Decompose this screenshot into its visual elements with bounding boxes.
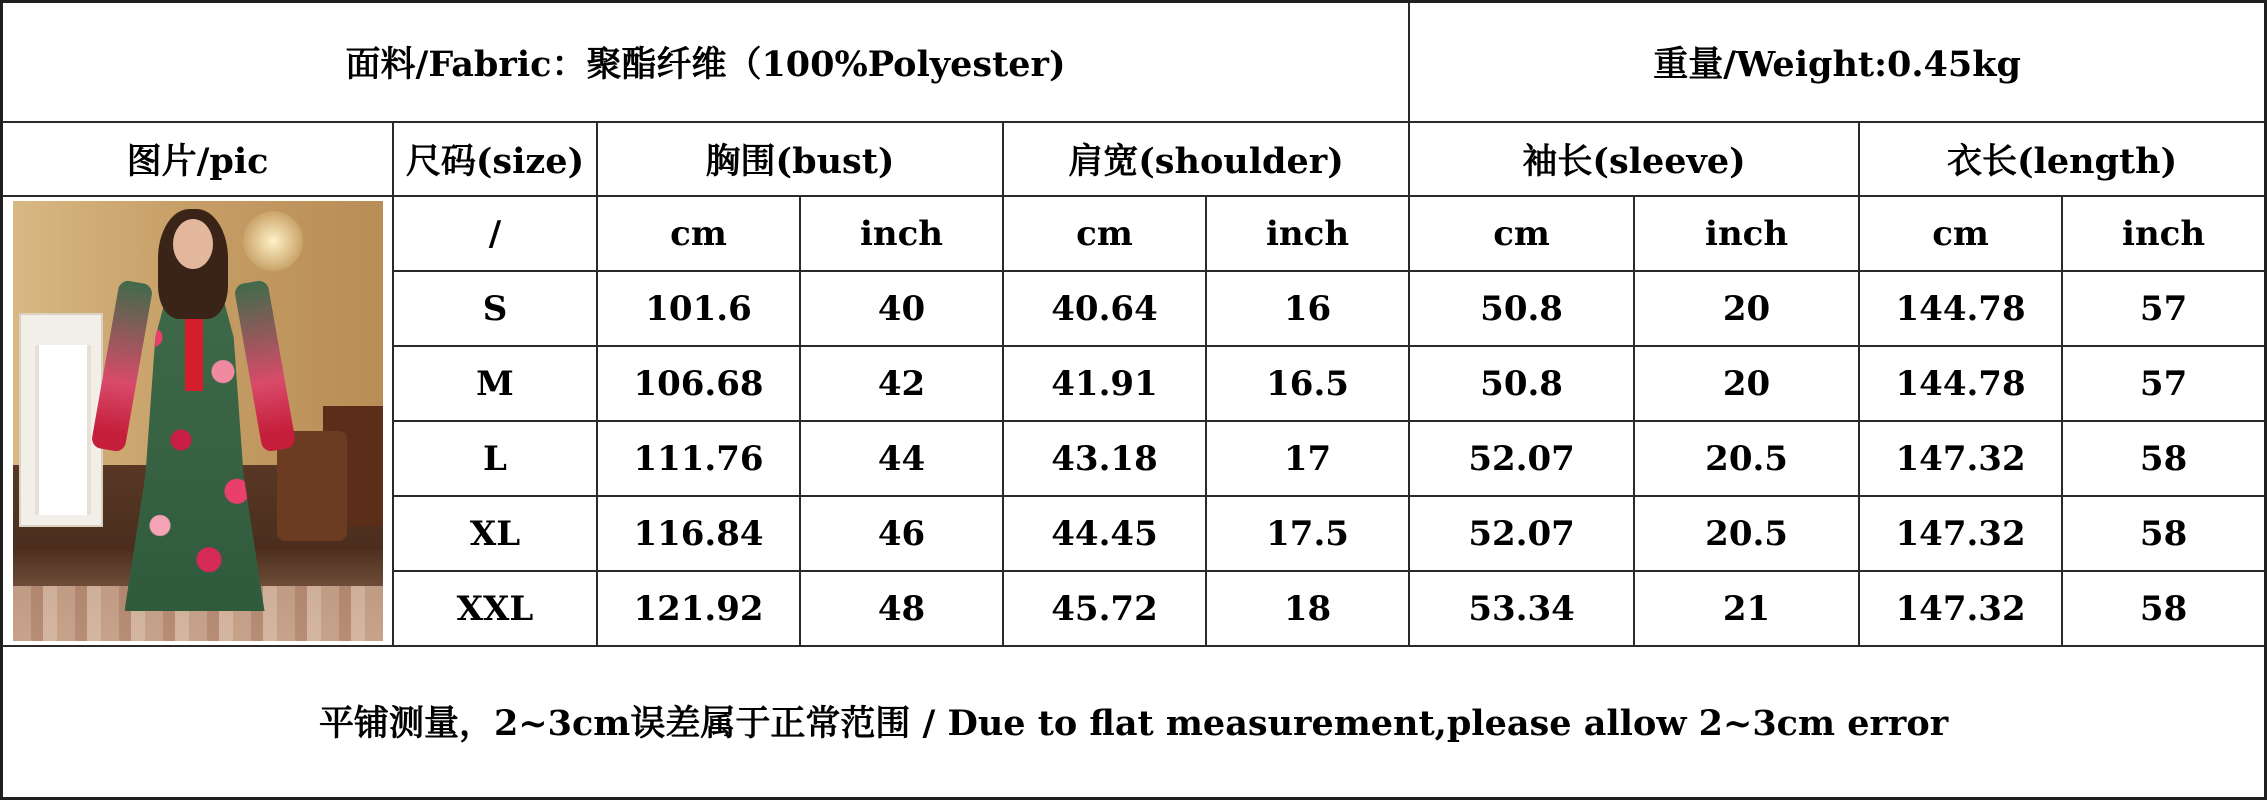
header-size: 尺码(size) — [393, 122, 597, 196]
shoulder-inch-cell: 16.5 — [1206, 346, 1409, 421]
unit-sleeve-inch: inch — [1634, 196, 1859, 271]
measurement-note: 平铺测量，2~3cm误差属于正常范围 / Due to flat measurement,please allow 2~3cm error — [3, 646, 2264, 794]
sleeve-cm-cell: 53.34 — [1409, 571, 1634, 646]
sleeve-inch-cell: 20.5 — [1634, 496, 1859, 571]
length-cm-cell: 147.32 — [1859, 496, 2062, 571]
sleeve-cm-cell: 52.07 — [1409, 496, 1634, 571]
unit-length-inch: inch — [2062, 196, 2264, 271]
header-length: 衣长(length) — [1859, 122, 2264, 196]
shoulder-cm-cell: 43.18 — [1003, 421, 1206, 496]
unit-shoulder-inch: inch — [1206, 196, 1409, 271]
header-bust: 胸围(bust) — [597, 122, 1003, 196]
shoulder-cm-cell: 41.91 — [1003, 346, 1206, 421]
shoulder-inch-cell: 17 — [1206, 421, 1409, 496]
shoulder-cm-cell: 40.64 — [1003, 271, 1206, 346]
sleeve-inch-cell: 20 — [1634, 346, 1859, 421]
size-cell: L — [393, 421, 597, 496]
bust-cm-cell: 116.84 — [597, 496, 800, 571]
sleeve-inch-cell: 20.5 — [1634, 421, 1859, 496]
size-cell: S — [393, 271, 597, 346]
shoulder-cm-cell: 44.45 — [1003, 496, 1206, 571]
length-inch-cell: 58 — [2062, 496, 2264, 571]
length-cm-cell: 147.32 — [1859, 421, 2062, 496]
length-inch-cell: 58 — [2062, 421, 2264, 496]
bust-inch-cell: 46 — [800, 496, 1003, 571]
length-cm-cell: 144.78 — [1859, 346, 2062, 421]
sleeve-cm-cell: 50.8 — [1409, 346, 1634, 421]
shoulder-cm-cell: 45.72 — [1003, 571, 1206, 646]
bust-inch-cell: 42 — [800, 346, 1003, 421]
header-pic: 图片/pic — [3, 122, 393, 196]
unit-size: / — [393, 196, 597, 271]
shoulder-inch-cell: 18 — [1206, 571, 1409, 646]
product-photo-cell — [3, 196, 393, 646]
length-inch-cell: 57 — [2062, 346, 2264, 421]
sleeve-cm-cell: 50.8 — [1409, 271, 1634, 346]
length-cm-cell: 147.32 — [1859, 571, 2062, 646]
units-row — [3, 196, 2264, 271]
shoulder-inch-cell: 16 — [1206, 271, 1409, 346]
bust-inch-cell: 48 — [800, 571, 1003, 646]
header-shoulder: 肩宽(shoulder) — [1003, 122, 1409, 196]
bust-inch-cell: 44 — [800, 421, 1003, 496]
unit-length-cm: cm — [1859, 196, 2062, 271]
bust-cm-cell: 106.68 — [597, 346, 800, 421]
bust-cm-cell: 101.6 — [597, 271, 800, 346]
weight-label: 重量/Weight:0.45kg — [1409, 3, 2264, 122]
length-inch-cell: 58 — [2062, 571, 2264, 646]
size-chart-table — [3, 3, 2264, 794]
fabric-label: 面料/Fabric：聚酯纤维（100%Polyester) — [3, 3, 1409, 122]
length-inch-cell: 57 — [2062, 271, 2264, 346]
sleeve-inch-cell: 21 — [1634, 571, 1859, 646]
size-cell: XXL — [393, 571, 597, 646]
header-sleeve: 袖长(sleeve) — [1409, 122, 1859, 196]
length-cm-cell: 144.78 — [1859, 271, 2062, 346]
sleeve-cm-cell: 52.07 — [1409, 421, 1634, 496]
bust-cm-cell: 121.92 — [597, 571, 800, 646]
sleeve-inch-cell: 20 — [1634, 271, 1859, 346]
size-cell: XL — [393, 496, 597, 571]
bust-cm-cell: 111.76 — [597, 421, 800, 496]
unit-bust-inch: inch — [800, 196, 1003, 271]
unit-sleeve-cm: cm — [1409, 196, 1634, 271]
unit-shoulder-cm: cm — [1003, 196, 1206, 271]
size-cell: M — [393, 346, 597, 421]
shoulder-inch-cell: 17.5 — [1206, 496, 1409, 571]
bust-inch-cell: 40 — [800, 271, 1003, 346]
product-photo — [13, 201, 383, 641]
unit-bust-cm: cm — [597, 196, 800, 271]
